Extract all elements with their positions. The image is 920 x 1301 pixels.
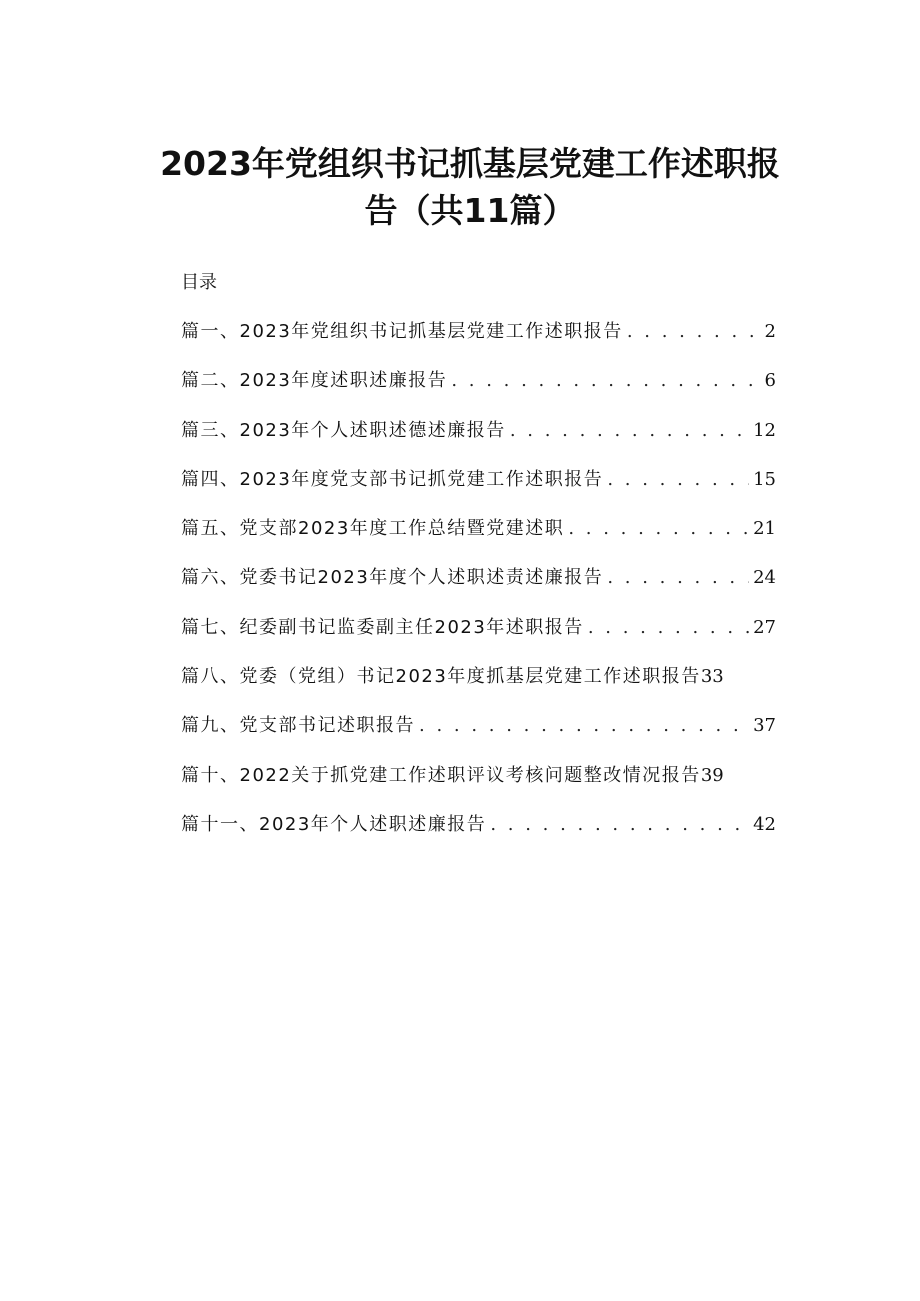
toc-dot-leader	[490, 813, 749, 837]
toc-page-number: 15	[753, 468, 776, 490]
toc-page-number: 21	[753, 518, 776, 540]
toc-entry[interactable]	[181, 517, 776, 566]
toc-dot-leader	[607, 468, 749, 492]
toc-entry[interactable]	[181, 566, 776, 615]
toc-entry-title: 篇八、党委（党组）书记2023年度抓基层党建工作述职报告	[181, 666, 701, 688]
document-title	[150, 140, 790, 234]
title-line-1: 2023年党组织书记抓基层党建工作述职报	[160, 144, 780, 183]
toc-entry[interactable]	[181, 616, 776, 665]
toc-entry-title: 篇十一、2023年个人述职述廉报告	[181, 813, 487, 835]
toc-entry[interactable]	[181, 665, 776, 714]
toc-entry-title: 篇三、2023年个人述职述德述廉报告	[181, 419, 506, 441]
toc-page-number: 2	[764, 321, 776, 342]
toc-page-number: 27	[753, 616, 776, 638]
toc-entry[interactable]	[181, 419, 776, 468]
toc-page-number: 42	[753, 813, 776, 835]
toc-dot-leader	[568, 517, 749, 541]
toc-entry[interactable]	[181, 468, 776, 517]
toc-page-number: 33	[700, 666, 724, 688]
toc-dot-leader	[419, 714, 749, 738]
toc-entry-title: 篇六、党委书记2023年度个人述职述责述廉报告	[181, 567, 604, 589]
toc-entry-title: 篇十、2022关于抓党建工作述职评议考核问题整改情况报告	[181, 764, 701, 786]
toc-heading: 目录	[181, 272, 217, 293]
toc-page-number: 6	[764, 370, 776, 392]
toc-page-number: 12	[753, 419, 776, 441]
toc-page-number: 39	[700, 764, 724, 786]
toc-dot-leader	[510, 419, 749, 443]
toc-page-number: 24	[753, 567, 776, 589]
toc-entry[interactable]	[181, 714, 776, 763]
toc-entry[interactable]	[181, 320, 776, 369]
table-of-contents	[181, 320, 776, 862]
toc-entry[interactable]	[181, 764, 776, 813]
title-line-2: 告（共11篇）	[364, 191, 576, 230]
toc-entry-title: 篇五、党支部2023年度工作总结暨党建述职	[181, 518, 565, 540]
toc-entry-title: 篇一、2023年党组织书记抓基层党建工作述职报告	[181, 321, 623, 342]
toc-dot-leader	[627, 320, 761, 344]
toc-entry-title: 篇九、党支部书记述职报告	[181, 715, 415, 737]
toc-dot-leader	[451, 369, 760, 393]
toc-dot-leader	[607, 566, 749, 590]
toc-entry-title: 篇四、2023年度党支部书记抓党建工作述职报告	[181, 468, 604, 490]
toc-page-number: 37	[753, 715, 776, 737]
toc-entry-title: 篇二、2023年度述职述廉报告	[181, 370, 448, 392]
toc-entry-title: 篇七、纪委副书记监委副主任2023年述职报告	[181, 616, 584, 638]
toc-entry[interactable]	[181, 369, 776, 418]
toc-entry[interactable]	[181, 813, 776, 862]
toc-dot-leader	[588, 616, 749, 640]
